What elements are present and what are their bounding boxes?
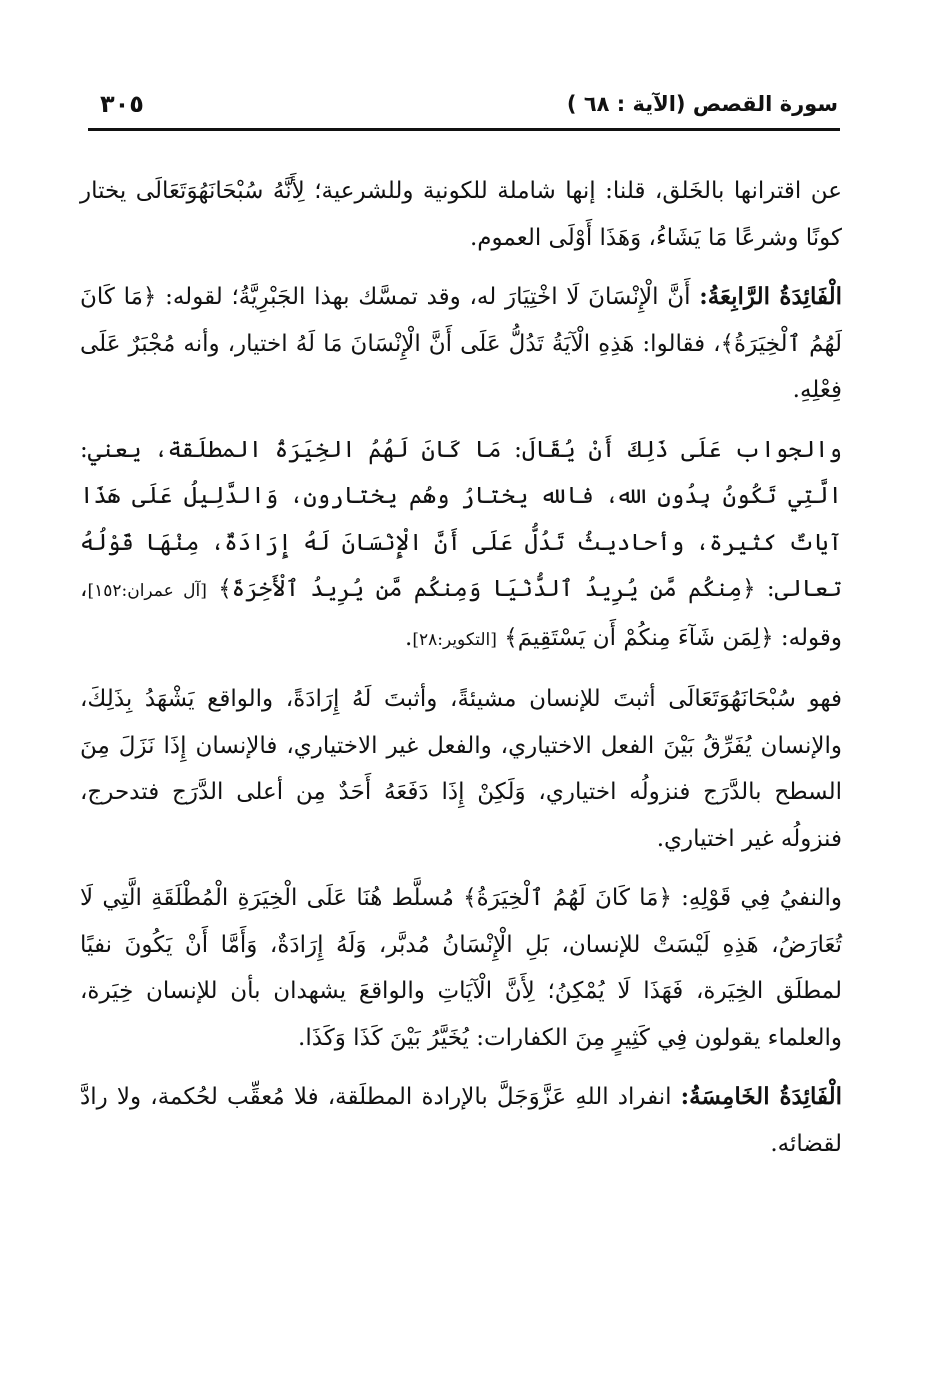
paragraph-4	[80, 676, 842, 862]
paragraph-5	[80, 875, 842, 1061]
paragraph-4-text: فهو سُبْحَانَهُوَتَعَالَى أثبتَ للإنسان مشيئةً، وأثبتَ لَهُ إِرَادَةً، والواقع يَشْهَدُ بِذَلِكَ، والإنسان يُفَرِّقُ بَيْنَ الفعل الاختياري، والفعل غير الاختياري، فالإنسان إِذَا نَزَلَ مِنَ السطح بالدَّرَج فنزولُه اختياري، وَلَكِنْ إِذَا دَفَعَهُ أَحَدٌ مِن أعلى الدَّرَج فتدحرج، فنزولُه غير اختياري.	[80, 686, 842, 852]
paragraph-6	[80, 1074, 842, 1167]
paragraph-1-text: عن اقترانها بالخَلق، قلنا: إنها شاملة للكونية وللشرعية؛ لِأَنَّهُ سُبْحَانَهُوَتَعَالَى يختار كونًا وشرعًا مَا يَشَاءُ، وَهَذَا أَوْلَى العموم.	[80, 178, 842, 251]
page-number: ٣٠٥	[100, 90, 144, 118]
quran-reference-1: [آل عمران:١٥٢]	[87, 581, 207, 601]
paragraph-3-text: والجواب عَلَى ذَلِكَ أَنْ يُقَالَ: مَا كَانَ لَهُمُ الخِيَرَةُ المطلَقة، يعني: الَّتِي تَكُونُ بِدُونِ الله، فالله يختارُ وهُم يختارون، وَالدَّلِيلُ عَلَى هَذَا آياتٌ كثيرة، وأحاديثُ تَدُلُّ عَلَى أَنَّ الْإِنْسَانَ لَهُ إِرَادَةٌ، مِنْهَا قَوْلُهُ تعالى: ﴿مِنكُم مَّن يُرِيدُ ٱلدُّنْيَا وَمِنكُم مَّن يُرِيدُ ٱلْأَخِرَةَ﴾	[80, 436, 842, 602]
paragraph-3-text-3: .	[405, 624, 413, 651]
quran-reference-2: [التكوير:٢٨]	[412, 629, 497, 650]
paragraph-2-text: أَنَّ الْإِنْسَانَ لَا اخْتِيَارَ له، وقد تمسَّك بهذا الجَبْرِيَّةُ؛ لقوله: ﴿مَا كَانَ لَهُمُ ٱلْخِيَرَةُ﴾، فقالوا: هَذِهِ الْآيَةُ تَدُلُّ عَلَى أَنَّ الْإِنْسَانَ مَا لَهُ اختيار، وأنه مُجْبَرٌ عَلَى فِعْلِهِ.	[80, 284, 842, 403]
running-header	[88, 86, 838, 126]
paragraph-3	[80, 427, 842, 664]
paragraph-2	[80, 274, 842, 414]
paragraph-6-heading: الْفَائِدَةُ الخَامِسَةُ:	[680, 1083, 843, 1110]
paragraph-2-heading: الْفَائِدَةُ الرَّابِعَةُ:	[699, 283, 843, 310]
paragraph-1	[80, 168, 842, 261]
header-title: سورة القصص (الآية : ٦٨ )	[566, 92, 838, 116]
paragraph-6-text: انفراد اللهِ عَزَّوَجَلَّ بالإرادة المطلَقة، فلا مُعقِّب لحُكمة، ولا رادَّ لقضائه.	[80, 1084, 842, 1157]
paragraph-5-text: والنفيُ فِي قَوْلِهِ: ﴿مَا كَانَ لَهُمُ ٱلْخِيَرَةُ﴾ مُسلَّط هُنَا عَلَى الْخِيَرَةِ الْمُطْلَقَةِ الَّتِي لَا تُعَارَضُ، هَذِهِ لَيْسَتْ للإنسان، بَلِ الْإِنْسَانُ مُدبَّر، وَلَهُ إِرَادَةٌ، وَأَمَّا أَنْ يَكُونَ نفيًا لمطلَق الخِيَرة، فَهَذَا لَا يُمْكِنُ؛ لِأَنَّ الْآيَاتِ والواقعَ يشهدان بأن للإنسان خِيَرة، والعلماء يقولون فِي كَثِيرٍ مِنَ الكفارات: يُخَيَّرُ بَيْنَ كَذَا وَكَذَا.	[80, 885, 842, 1051]
paragraph-3-text-2: ، وقوله: ﴿لِمَن شَآءَ مِنكُمْ أَن يَسْتَقِيمَ﴾	[80, 576, 842, 651]
body-text	[80, 168, 842, 1180]
header-rule	[88, 128, 840, 131]
